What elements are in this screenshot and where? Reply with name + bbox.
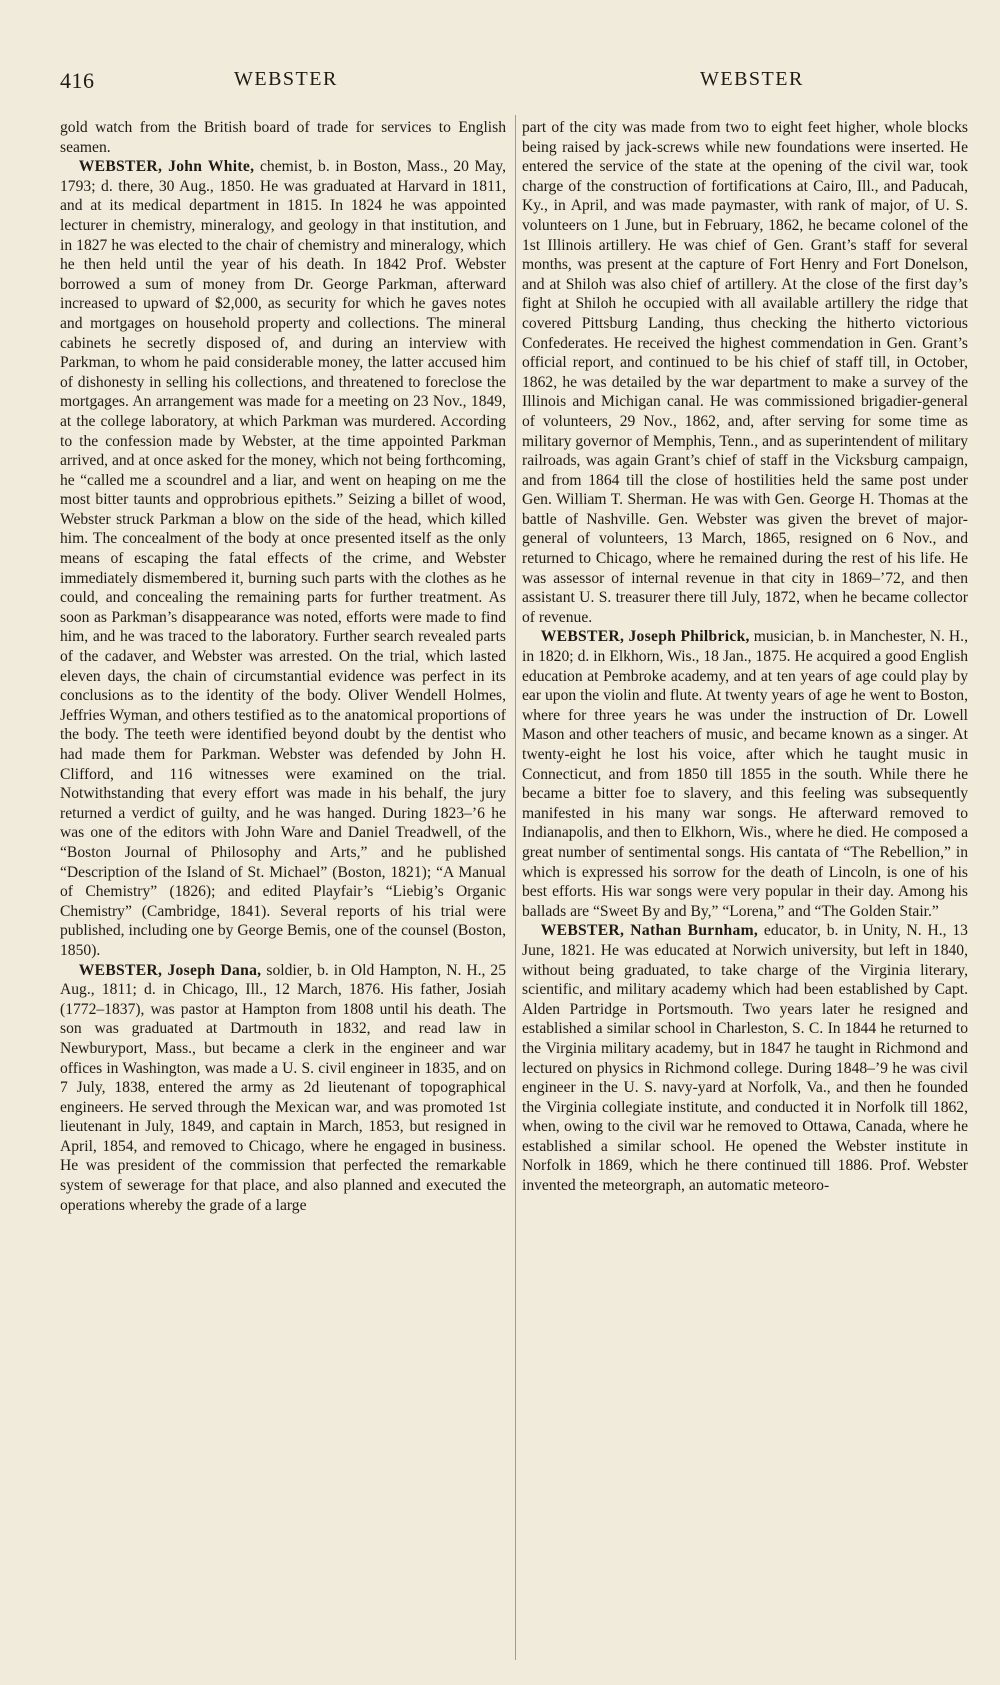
entry-body: educator, b. in Unity, N. H., 13 June, 1821. He was educated at Norwich university, but left in 1840, without being graduated, to take charge of the Virginia literary, scientific, and military academy which had been established by Capt. Alden Partridge in Portsmouth. Two years later he resigned and established a similar school in Charleston, S. C. In 1844 he returned to the Virginia military academy, but in 1847 he taught in Richmond and lectured on physics in Richmond college. During 1848–’9 he was civil engineer in the U. S. navy-yard at Norfolk, Va., and then he founded the Virginia collegiate institute, and conducted it in Norfolk till 1862, when, owing to the civil war he removed to Ottawa, Canada, where he established a similar school. He opened the Webster institute in Norfolk in 1869, which he there continued till 1886. Prof. Webster invented the meteorgraph, an automatic meteoro- <box>522 922 968 1195</box>
continuation-paragraph: gold watch from the British board of trade for services to English seamen. <box>60 119 506 156</box>
entry-headword: WEBSTER, John White, <box>78 158 255 176</box>
entry-headword: WEBSTER, Joseph Philbrick, <box>540 628 750 646</box>
entry-body: chemist, b. in Boston, Mass., 20 May, 1793; d. there, 30 Aug., 1850. He was graduated at Harvard in 1811, and at its medical department in 1815. In 1824 he was appointed lecturer in chemistry, mineralogy, and geology in that institution, and in 1827 he was elected to the chair of chemistry and mineralogy, which he then held until the year of his death. In 1842 Prof. Webster borrowed a sum of money from Dr. George Parkman, afterward increased to upward of $2,000, as security for which he gaves notes and mortgages on household property and collections. The mineral cabinets he secretly disposed of, and during an interview with Parkman, to whom he paid considerable money, the latter accused him of dishonesty in selling his collections, and threatened to foreclose the mortgages. An arrangement was made for a meeting on 23 Nov., 1849, at the college laboratory, at which Parkman was murdered. According to the confession made by Webster, at the time appointed Parkman arrived, and at once asked for the money, which not being forthcoming, he “called me a scoundrel and a liar, and went on heaping on me the most bitter taunts and opprobrious epithets.” Seizing a billet of wood, Webster struck Parkman a blow on the side of the head, which killed him. The concealment of the body at once presented itself as the only means of escaping the fatal effects of the crime, and Webster immediately dismembered it, burning such parts with the clothes as he could, and concealing the remaining parts for further treatment. As soon as Parkman’s disappearance was noted, efforts were made to find him, and he was traced to the laboratory. Further search revealed parts of the cadaver, and Webster was arrested. On the trial, which lasted eleven days, the chain of circumstantial evidence was perfect in its conclusions as to the identity of the body. Oliver Wendell Holmes, Jeffries Wyman, and others testified as to the anatomical proportions of the body. The teeth were identified beyond doubt by the dentist who had made them for Parkman. Webster was defended by John H. Clifford, and 116 witnesses were examined on the trial. Notwithstanding that every effort was made in his behalf, the jury returned a verdict of guilty, and he was hanged. During 1823–’6 he was one of the editors with John Ware and Daniel Treadwell, of the “Boston Journal of Philosophy and Arts,” and he published “Description of the Island of St. Michael” (Boston, 1821); “A Manual of Chemistry” (1826); and edited Playfair’s “Liebig’s Organic Chemistry” (Cambridge, 1841). Several reports of his trial were published, including one by George Bemis, one of the counsel (Boston, 1850). <box>60 158 506 959</box>
left-column <box>60 118 506 1668</box>
entry-headword: WEBSTER, Nathan Burnham, <box>540 922 759 940</box>
right-column <box>522 118 968 1668</box>
entry-john-white-webster <box>60 157 506 960</box>
entry-nathan-burnham-webster <box>522 921 968 1195</box>
column-divider <box>515 115 516 1660</box>
entry-joseph-philbrick-webster <box>522 627 968 921</box>
page-header <box>60 68 940 98</box>
entry-body: soldier, b. in Old Hampton, N. H., 25 Aug., 1811; d. in Chicago, Ill., 12 March, 1876. His father, Josiah (1772–1837), was pastor at Hampton from 1808 until his death. The son was graduated at Dartmouth in 1832, and read law in Newburyport, Mass., but became a clerk in the engineer and war offices in Washington, was made a U. S. civil engineer in 1835, and on 7 July, 1838, entered the army as 2d lieutenant of topographical engineers. He served through the Mexican war, and was promoted 1st lieutenant in July, 1849, and captain in March, 1853, but resigned in April, 1854, and removed to Chicago, where he engaged in business. He was president of the commission that perfected the remarkable system of sewerage for that place, and also planned and executed the operations whereby the grade of a large <box>60 961 506 1214</box>
running-head-left: WEBSTER <box>234 68 338 90</box>
entry-headword: WEBSTER, Joseph Dana, <box>78 961 262 979</box>
running-head-right: WEBSTER <box>700 68 804 90</box>
entry-joseph-dana-webster <box>60 961 506 1216</box>
continuation-paragraph: part of the city was made from two to eight feet higher, whole blocks being raised by jack-screws while new foundations were inserted. He entered the service of the state at the opening of the civil war, took charge of the construction of fortifications at Cairo, Ill., and Paducah, Ky., in April, and was made paymaster, with rank of major, of U. S. volunteers on 1 June, but in February, 1862, he became colonel of the 1st Illinois artillery. He was chief of Gen. Grant’s staff for several months, was present at the capture of Fort Henry and Fort Donelson, and at Shiloh was also chief of artillery. At the close of the first day’s fight at Shiloh he occupied with all available artillery the ridge that covered Pittsburg Landing, thus checking the hitherto victorious Confederates. He received the highest commendation in Gen. Grant’s official report, and continued to be his chief of staff till, in October, 1862, he was detailed by the war department to make a survey of the Illinois and Michigan canal. He was commissioned brigadier-general of volunteers, 29 Nov., 1862, and, after serving for some time as military governor of Memphis, Tenn., and as superintendent of military railroads, was again Grant’s chief of staff in the Vicksburg campaign, and from 1864 till the close of hostilities held the same post under Gen. William T. Sherman. He was with Gen. George H. Thomas at the battle of Nashville. Gen. Webster was given the brevet of major-general of volunteers, 13 March, 1865, resigned on 6 Nov., and returned to Chicago, where he remained during the rest of his life. He was assessor of internal revenue in that city in 1869–’72, and then assistant U. S. treasurer there till July, 1872, when he became collector of revenue. <box>522 119 968 626</box>
entry-body: musician, b. in Manchester, N. H., in 1820; d. in Elkhorn, Wis., 18 Jan., 1875. He acquired a good English education at Pembroke academy, and at ten years of age could play by ear upon the violin and flute. At twenty years of age he went to Boston, where for three years he was under the instruction of Dr. Lowell Mason and other teachers of music, and became known as a singer. At twenty-eight he lost his voice, after which he taught music in Connecticut, and from 1850 till 1855 in the south. While there he became a bitter foe to slavery, and this feeling was subsequently manifested in his many war songs. He afterward removed to Indianapolis, and then to Elkhorn, Wis., where he died. He composed a great number of sentimental songs. His cantata of “The Rebellion,” in which is expressed his sorrow for the death of Lincoln, is one of his best efforts. His war songs were very popular in their day. Among his ballads are “Sweet By and By,” “Lorena,” and “The Golden Stair.” <box>522 628 968 920</box>
page-number: 416 <box>60 68 95 93</box>
